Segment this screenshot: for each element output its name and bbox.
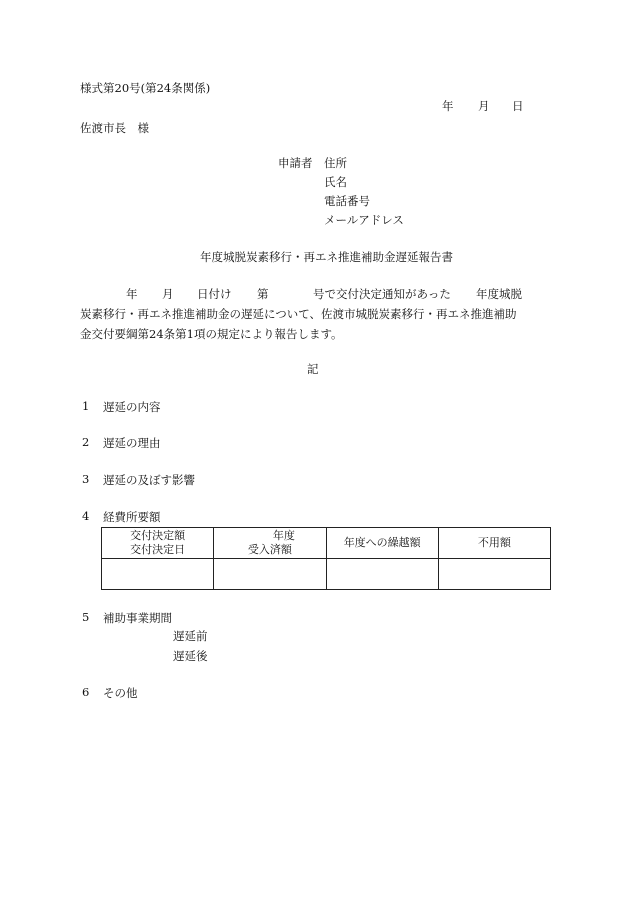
- applicant-email-label: メールアドレス: [324, 213, 404, 227]
- header-cell-received: [214, 528, 326, 559]
- cost-table: [101, 527, 551, 590]
- applicant-address-label: 住所: [324, 156, 347, 170]
- body-dai: 第: [257, 287, 269, 301]
- date-day: 日: [512, 99, 524, 113]
- section-number: 3: [82, 472, 90, 486]
- body-date-suffix: 日付け: [197, 287, 232, 301]
- body-go-text: 号で交付決定通知があった: [313, 287, 451, 301]
- period-before: 遅延前: [173, 629, 208, 643]
- section-label: 遅延の理由: [103, 436, 161, 450]
- table-cell[interactable]: [438, 559, 550, 590]
- section-label: 経費所要額: [103, 510, 161, 524]
- table-cell[interactable]: [102, 559, 214, 590]
- period-after: 遅延後: [173, 649, 208, 663]
- header-text: 受入済額: [247, 543, 292, 556]
- date-year: 年: [442, 99, 454, 113]
- header-cell-carryover: [326, 528, 438, 559]
- header-text: 年度への繰越額: [343, 536, 421, 549]
- header-cell-grant: [102, 528, 214, 559]
- section-number: 4: [82, 509, 90, 523]
- header-text: 年度: [272, 529, 295, 542]
- header-text: 不用額: [477, 536, 511, 549]
- table-cell[interactable]: [326, 559, 438, 590]
- header-text: 交付決定額: [130, 529, 186, 542]
- section-label: 補助事業期間: [103, 611, 172, 625]
- header-text: 交付決定日: [130, 543, 186, 556]
- form-number: 様式第20号(第24条関係): [80, 81, 211, 95]
- section-number: 6: [82, 685, 90, 699]
- ki-heading: 記: [307, 362, 319, 376]
- table-header-row: [102, 528, 551, 559]
- section-number: 5: [82, 610, 90, 624]
- addressee: 佐渡市長 様: [80, 121, 149, 135]
- section-label: 遅延の内容: [103, 400, 161, 414]
- document-title: 年度城脱炭素移行・再エネ推進補助金遅延報告書: [200, 250, 453, 264]
- section-label: 遅延の及ぼす影響: [103, 473, 195, 487]
- body-month: 月: [162, 287, 174, 301]
- section-number: 2: [82, 435, 90, 449]
- body-year2: 年度城脱: [476, 287, 522, 301]
- body-year: 年: [126, 287, 138, 301]
- applicant-phone-label: 電話番号: [324, 194, 370, 208]
- table-row: [102, 559, 551, 590]
- applicant-label: 申請者: [278, 156, 313, 170]
- applicant-name-label: 氏名: [324, 175, 347, 189]
- section-label: その他: [103, 686, 138, 700]
- table-cell[interactable]: [214, 559, 326, 590]
- section-number: 1: [82, 399, 90, 413]
- body-line2: 炭素移行・再エネ推進補助金の遅延について、佐渡市城脱炭素移行・再エネ推進補助: [80, 307, 517, 321]
- date-month: 月: [478, 99, 490, 113]
- header-cell-unused: [438, 528, 550, 559]
- body-line3: 金交付要綱第24条第1項の規定により報告します。: [80, 327, 343, 341]
